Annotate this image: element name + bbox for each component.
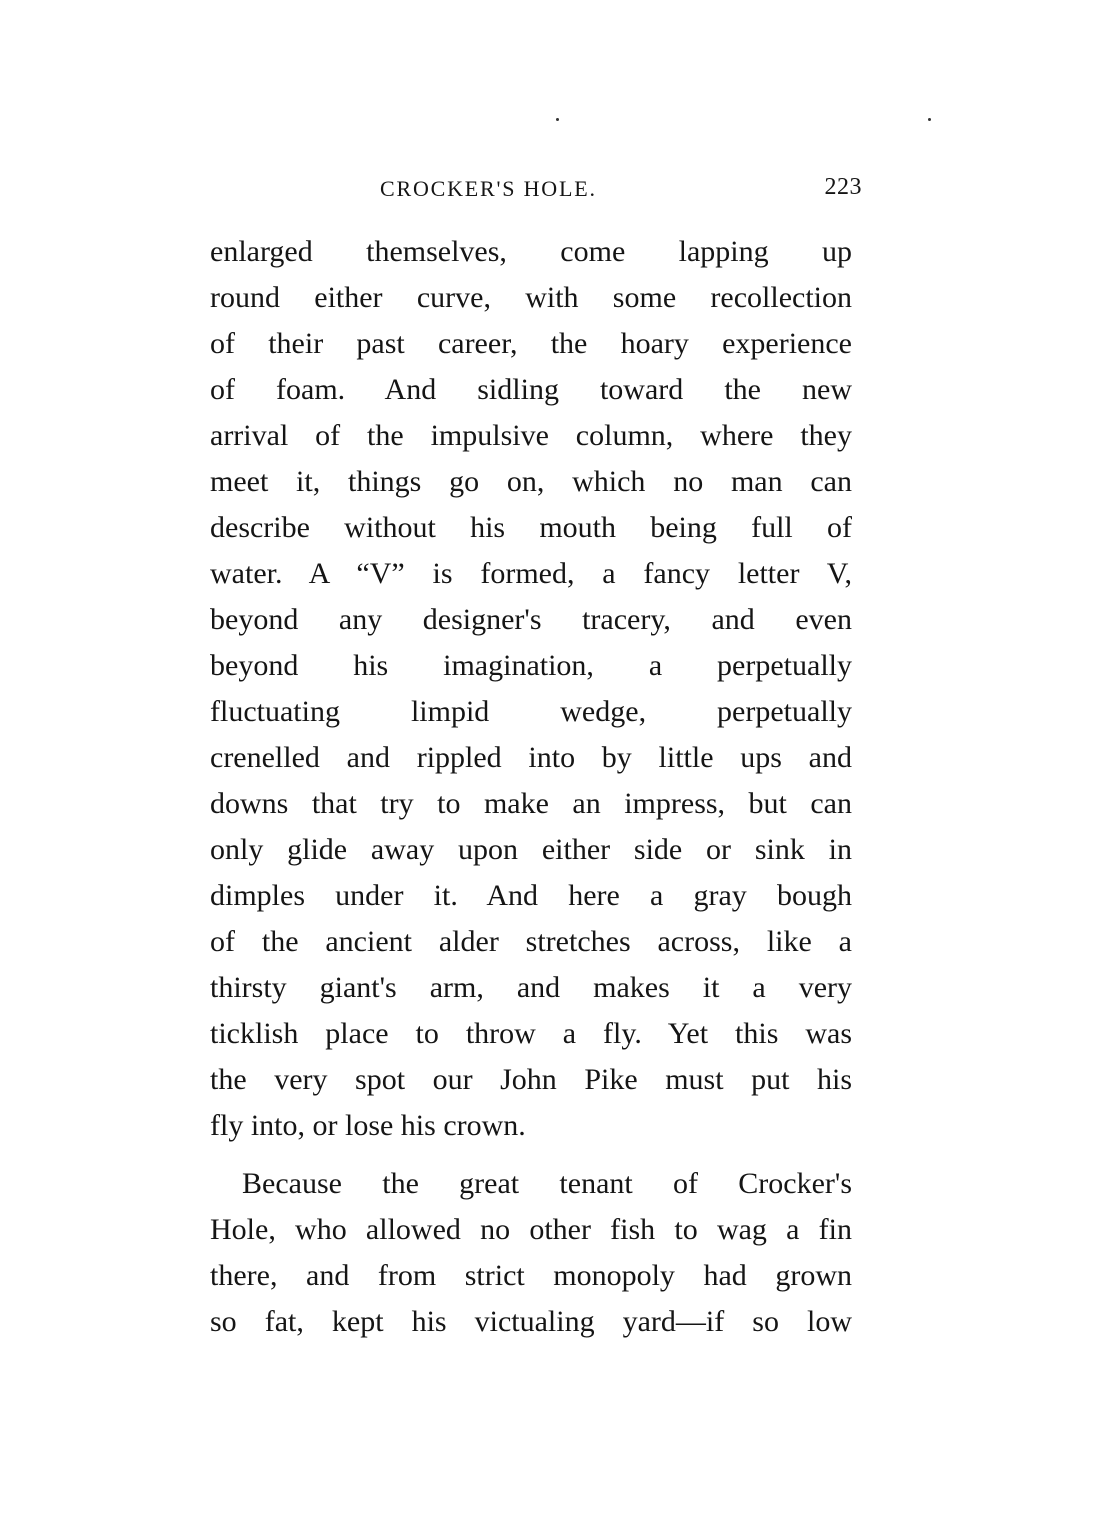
scan-speck (928, 118, 931, 121)
text-line: of foam. And sidling toward the new (210, 373, 852, 406)
text-line: downs that try to make an impress, but can (210, 787, 852, 820)
text-line: dimples under it. And here a gray bough (210, 879, 852, 912)
text-line: of their past career, the hoary experience (210, 327, 852, 360)
text-line: arrival of the impulsive column, where they (210, 419, 852, 452)
paragraph (210, 229, 852, 1149)
text-line: beyond his imagination, a perpetually (210, 649, 852, 682)
paragraph (210, 1161, 852, 1345)
scan-speck (556, 118, 559, 121)
page-number: 223 (824, 174, 862, 200)
text-line: beyond any designer's tracery, and even (210, 603, 852, 636)
text-line: describe without his mouth being full of (210, 511, 852, 544)
text-line: crenelled and rippled into by little ups and (210, 741, 852, 774)
text-line: meet it, things go on, which no man can (210, 465, 852, 498)
text-line: fluctuating limpid wedge, perpetually (210, 695, 852, 728)
paragraph-gap (210, 1149, 852, 1161)
text-line: ticklish place to throw a fly. Yet this was (210, 1017, 852, 1050)
page-header (210, 174, 862, 210)
text-line: round either curve, with some recollection (210, 281, 852, 314)
text-line: the very spot our John Pike must put his (210, 1063, 852, 1096)
text-line: there, and from strict monopoly had grown (210, 1259, 852, 1292)
text-line: Because the great tenant of Crocker's (242, 1167, 852, 1200)
text-line: Hole, who allowed no other fish to wag a fin (210, 1213, 852, 1246)
text-line: enlarged themselves, come lapping up (210, 235, 852, 268)
text-line: only glide away upon either side or sink in (210, 833, 852, 866)
body-text (210, 229, 852, 1345)
text-line: of the ancient alder stretches across, like a (210, 925, 852, 958)
text-line: water. A “V” is formed, a fancy letter V, (210, 557, 852, 590)
text-line: thirsty giant's arm, and makes it a very (210, 971, 852, 1004)
text-line: so fat, kept his victualing yard—if so low (210, 1305, 852, 1338)
running-head: CROCKER'S HOLE. (380, 176, 597, 201)
text-line: fly into, or lose his crown. (210, 1109, 526, 1142)
